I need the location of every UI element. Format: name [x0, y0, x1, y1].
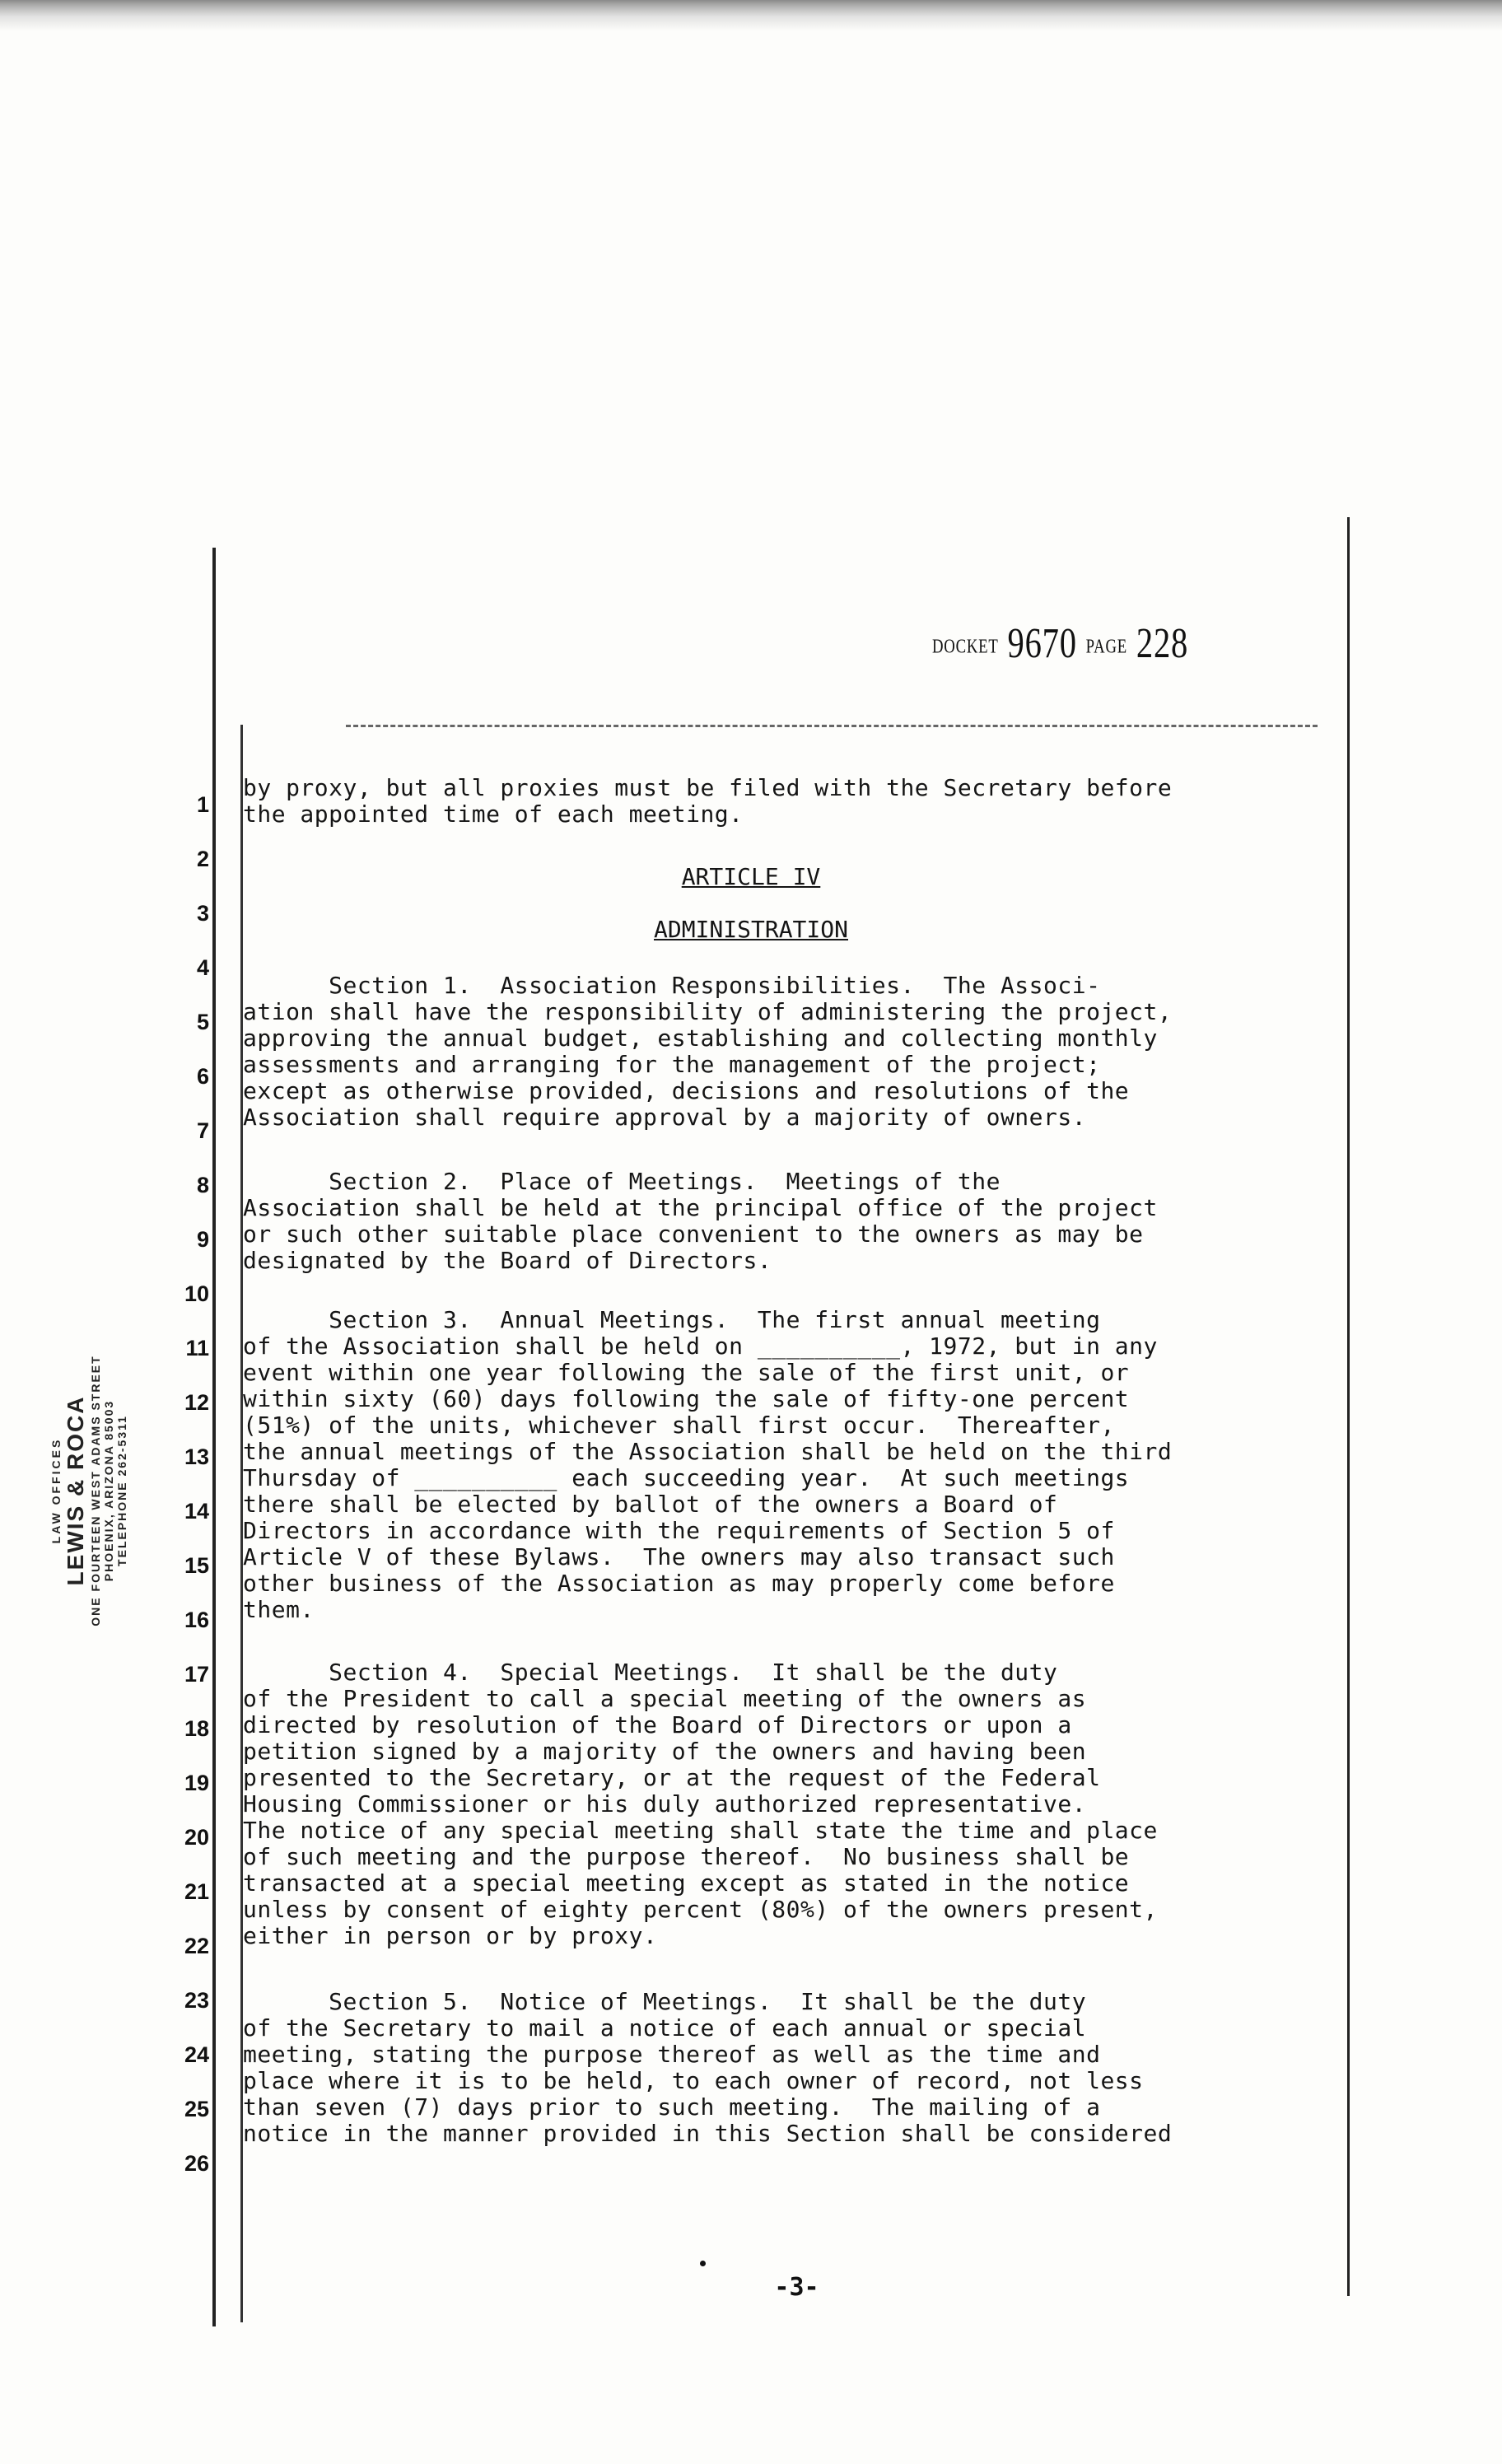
line-number: 12	[184, 1390, 209, 1415]
text-line: the annual meetings of the Association shall be held on the third	[243, 1438, 1173, 1465]
text-line: ation shall have the responsibility of administering the project,	[243, 998, 1173, 1025]
line-number: 8	[196, 1173, 209, 1197]
text-line: event within one year following the sale of the first unit, or	[243, 1359, 1130, 1386]
line-number: 6	[196, 1064, 209, 1089]
text-line: the appointed time of each meeting.	[243, 800, 744, 828]
right-margin-rule	[1347, 517, 1350, 2296]
text-line: them.	[243, 1596, 315, 1623]
text-line: either in person or by proxy.	[243, 1922, 658, 1949]
text-line: Association shall require approval by a majority of owners.	[243, 1104, 1087, 1131]
firm-name: LEWIS & ROCA	[63, 1395, 88, 1586]
text-line: presented to the Secretary, or at the request of the Federal	[243, 1764, 1101, 1791]
article-number: ARTICLE IV	[681, 863, 821, 890]
firm-telephone: TELEPHONE 262-5311	[115, 1415, 128, 1566]
text-line: of the Association shall be held on __________, 1972, but in any	[243, 1332, 1158, 1360]
text-line: except as otherwise provided, decisions and resolutions of the	[243, 1077, 1130, 1104]
text-line: Thursday of __________ each succeeding year. At such meetings	[243, 1464, 1130, 1491]
text-line: other business of the Association as may properly come before	[243, 1570, 1115, 1597]
line-number: 5	[196, 1010, 209, 1034]
text-line: Section 5. Notice of Meetings. It shall be the duty	[243, 1988, 1087, 2015]
top-dashed-rule	[346, 725, 1318, 727]
line-number: 23	[184, 1988, 209, 2013]
text-line: Association shall be held at the principal office of the project	[243, 1194, 1158, 1221]
firm-city: PHOENIX, ARIZONA 85003	[102, 1399, 115, 1582]
line-number: 18	[184, 1716, 209, 1741]
page-number-footer: -3-	[774, 2273, 819, 2302]
text-line: approving the annual budget, establishing and collecting monthly	[243, 1024, 1158, 1052]
line-number: 4	[196, 955, 209, 980]
text-line: of the President to call a special meeting of the owners as	[243, 1685, 1087, 1712]
text-line: than seven (7) days prior to such meeting. The mailing of a	[243, 2093, 1101, 2121]
book-page-stamp	[932, 619, 1188, 668]
left-margin-rule	[212, 548, 216, 2326]
text-line: unless by consent of eighty percent (80%) of the owners present,	[243, 1896, 1158, 1923]
line-number: 15	[184, 1553, 209, 1578]
text-line: Housing Commissioner or his duly authorized representative.	[243, 1790, 1087, 1818]
text-line: Section 1. Association Responsibilities. The Associ-	[243, 972, 1101, 999]
text-line: Directors in accordance with the requirements of Section 5 of	[243, 1517, 1115, 1544]
line-number: 20	[184, 1825, 209, 1850]
line-number: 13	[184, 1444, 209, 1469]
line-number: 21	[184, 1879, 209, 1904]
text-line: Section 3. Annual Meetings. The first annual meeting	[243, 1306, 1101, 1333]
article-title	[0, 916, 1502, 943]
line-number: 24	[184, 2042, 209, 2067]
line-number: 11	[185, 1336, 209, 1360]
page-label: PAGE	[1085, 636, 1127, 658]
line-number: 17	[184, 1662, 209, 1687]
text-line: within sixty (60) days following the sale of fifty-one percent	[243, 1385, 1130, 1412]
text-line: Section 2. Place of Meetings. Meetings of the	[243, 1168, 1001, 1195]
text-line: assessments and arranging for the management of the project;	[243, 1051, 1101, 1078]
book-label: DOCKET	[932, 636, 999, 658]
line-number: 9	[196, 1227, 209, 1252]
line-number: 10	[184, 1281, 209, 1306]
line-number: 14	[184, 1499, 209, 1524]
article-title-text: ADMINISTRATION	[653, 916, 848, 943]
law-firm-margin-imprint	[49, 1301, 128, 1680]
text-line: there shall be elected by ballot of the owners a Board of	[243, 1491, 1058, 1518]
text-line: Section 4. Special Meetings. It shall be the duty	[243, 1659, 1058, 1686]
text-line: (51%) of the units, whichever shall first occur. Thereafter,	[243, 1412, 1115, 1439]
line-number: 22	[184, 1934, 209, 1958]
text-line: by proxy, but all proxies must be filed with the Secretary before	[243, 774, 1173, 801]
text-line: petition signed by a majority of the owners and having been	[243, 1738, 1087, 1765]
line-number: 3	[196, 901, 209, 926]
line-number: 1	[196, 792, 209, 817]
firm-address: ONE FOURTEEN WEST ADAMS STREET	[89, 1355, 102, 1626]
text-line: The notice of any special meeting shall state the time and place	[243, 1817, 1158, 1844]
text-line: notice in the manner provided in this Section shall be considered	[243, 2120, 1173, 2147]
firm-line-1: LAW OFFICES	[49, 1437, 63, 1544]
ink-dot	[700, 2261, 706, 2266]
text-line: Article V of these Bylaws. The owners may also transact such	[243, 1543, 1115, 1570]
book-number: 9670	[1007, 620, 1077, 667]
line-number: 26	[184, 2151, 209, 2176]
text-line: directed by resolution of the Board of Directors or upon a	[243, 1711, 1072, 1738]
text-line: of the Secretary to mail a notice of each annual or special	[243, 2014, 1087, 2042]
text-line: meeting, stating the purpose thereof as well as the time and	[243, 2041, 1101, 2068]
text-line: transacted at a special meeting except as stated in the notice	[243, 1869, 1130, 1897]
page-number: 228	[1136, 620, 1189, 667]
text-line: place where it is to be held, to each owner of record, not less	[243, 2067, 1144, 2094]
text-line: of such meeting and the purpose thereof. No business shall be	[243, 1843, 1130, 1870]
line-number: 7	[196, 1118, 209, 1143]
line-number: 16	[184, 1608, 209, 1632]
text-line: designated by the Board of Directors.	[243, 1247, 772, 1274]
line-number: 2	[196, 847, 209, 871]
text-line: or such other suitable place convenient to the owners as may be	[243, 1220, 1144, 1248]
line-number: 25	[184, 2097, 209, 2121]
scan-edge-noise	[0, 0, 1502, 33]
article-heading	[0, 863, 1502, 890]
line-number: 19	[184, 1771, 209, 1795]
